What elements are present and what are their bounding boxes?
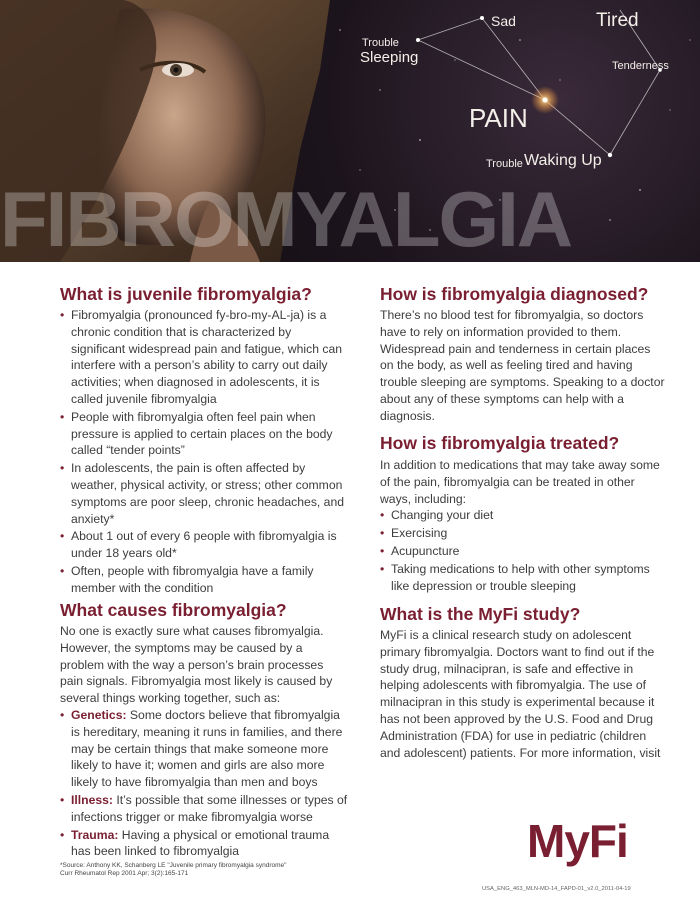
list-item: • About 1 out of every 6 people with fibromyalgia is under 18 years old* <box>60 528 348 562</box>
cause-lead: Trauma: <box>71 827 119 842</box>
list-item: • Taking medications to help with other symptoms like depression or trouble sleeping <box>380 561 665 595</box>
list-item: • Often, people with fibromyalgia have a family member with the condition <box>60 563 348 597</box>
hero-word-trouble-sleeping-small: Trouble <box>362 37 399 49</box>
section-diagnosed <box>380 307 665 425</box>
list-item: • People with fibromyalgia often feel pain when pressure is applied to certain places on the body called “tender points” <box>60 409 348 459</box>
list-what-is <box>60 307 348 597</box>
cause-lead: Genetics: <box>71 707 127 722</box>
section-treated <box>380 457 665 595</box>
hero-word-waking-up: Waking Up <box>524 152 602 169</box>
list-item: • Exercising <box>380 525 665 542</box>
section-causes <box>60 623 348 861</box>
hero-word-trouble-waking-small: Trouble <box>486 158 523 170</box>
list-item: • Changing your diet <box>380 507 665 524</box>
treated-intro: In addition to medications that may take away some of the pain, fibromyalgia can be treated in other ways, including: <box>380 458 660 506</box>
heading-treated: How is fibromyalgia treated? <box>380 433 620 453</box>
footnote-line: Curr Rheumatol Rep 2001 Apr; 3(2):165-171 <box>60 870 189 877</box>
heading-myfi-study: What is the MyFi study? <box>380 604 581 624</box>
hero-word-sad: Sad <box>491 13 516 29</box>
hero-word-tenderness: Tenderness <box>612 60 669 72</box>
list-item: • Acupuncture <box>380 543 665 560</box>
section-myfi-study <box>380 627 665 761</box>
list-causes <box>60 707 348 860</box>
banner-title: FIBROMYALGIA <box>0 175 572 262</box>
myfi-logo: MyFi <box>527 815 628 867</box>
cause-lead: Illness: <box>71 792 113 807</box>
cause-text: Some doctors believe that fibromyalgia is hereditary, meaning it runs in families, and there may be certain things that make someone more likely to have it; women and girls are also more likely to have fibromyalgia than men and boys <box>71 707 343 790</box>
section-what-is <box>60 307 348 598</box>
list-item <box>60 792 348 826</box>
heading-diagnosed: How is fibromyalgia diagnosed? <box>380 284 649 304</box>
list-item: • Fibromyalgia (pronounced fy-bro-my-AL-ja) is a chronic condition that is characterized by significant widespread pain and fatigue, which can interfere with a person’s ability to carry out daily activities; when diagnosed in adolescents, it is called juvenile fibromyalgia <box>60 307 348 408</box>
list-item <box>60 827 348 861</box>
list-item: • In adolescents, the pain is often affected by weather, physical activity, or stress; other common symptoms are poor sleep, chronic headaches, and anxiety* <box>60 460 348 527</box>
constellation-stars <box>416 16 662 157</box>
diagnosed-text: There’s no blood test for fibromyalgia, so doctors have to rely on information provided to them. Widespread pain and tenderness in certain places on the body, as well as feeling tired and having trouble sleeping are symptoms. Speaking to a doctor about any of these symptoms can help with a diagnosis. <box>380 308 665 423</box>
hero-word-tired: Tired <box>596 10 639 31</box>
myfi-study-text: MyFi is a clinical research study on adolescent primary fibromyalgia. Doctors want to find out if the study drug, milnacipran, is safe and effective in helping adolescents with fibromyalgia. The use of milnacipran in this study is experimental because it has not been approved by the U.S. Food and Drug Administration (FDA) for use in pediatric (children and adolescent) patients. For more information, visit <box>380 628 661 760</box>
document-code: USA_ENG_463_MLN-MD-14_FAPD-01_v2.0_2011-04-19 <box>482 886 631 892</box>
hero-word-sleeping: Sleeping <box>360 49 419 66</box>
causes-intro: No one is exactly sure what causes fibromyalgia. However, the symptoms may be caused by a problem with the way a person’s brain processes pain signals. Fibromyalgia most likely is caused by several things working together, such as: <box>60 624 333 706</box>
list-item <box>60 707 348 791</box>
footnote-line: *Source: Anthony KK, Schanberg LE "Juvenile primary fibromyalgia syndrome" <box>60 862 287 869</box>
source-footnote <box>60 862 340 878</box>
cause-text: Having a physical or emotional trauma has been linked to fibromyalgia <box>71 827 330 859</box>
list-treated <box>380 507 665 594</box>
cause-text: It’s possible that some illnesses or types of infections trigger or make fibromyalgia worse <box>71 792 348 824</box>
heading-causes: What causes fibromyalgia? <box>60 600 287 620</box>
hero-word-pain: PAIN <box>469 103 528 133</box>
heading-what-is: What is juvenile fibromyalgia? <box>60 284 312 304</box>
hero-image <box>0 0 700 262</box>
